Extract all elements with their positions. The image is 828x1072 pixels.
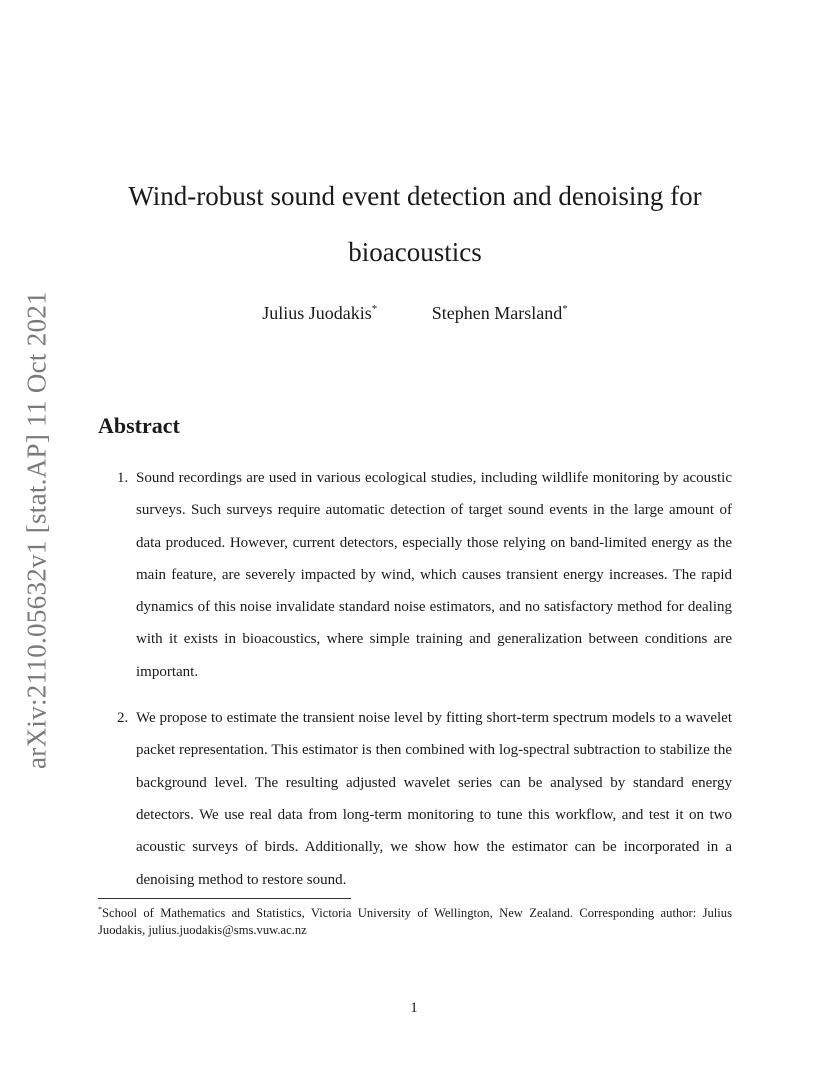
author-1-affiliation-mark: * [371,303,378,315]
author-1-name: Julius Juodakis [262,303,372,323]
footnote-mark: * [98,905,102,914]
abstract-item-2 [98,702,732,896]
arxiv-identifier-stamp: arXiv:2110.05632v1 [stat.AP] 11 Oct 2021 [21,291,52,769]
footnote-rule [98,898,351,899]
footnote [98,901,732,939]
author-list [100,303,730,324]
abstract-item-1-number: 1. [117,470,129,486]
abstract-item-2-number: 2. [117,710,129,727]
author-2-name: Stephen Marsland [431,303,563,323]
footnote-text: School of Mathematics and Statistics, Victoria University of Wellington, New Zealand. Corresponding author: Julius Juodakis, julius.juodakis@sms.vuw.ac.nz [98,906,732,938]
abstract-heading: Abstract [98,413,180,438]
page-number: 1 [410,1000,418,1016]
paper-title: Wind-robust sound event detection and denoising for bioacoustics [128,181,702,267]
abstract-item-1 [98,462,732,688]
abstract-item-1-text: Sound recordings are used in various ecological studies, including wildlife monitoring by acoustic surveys. Such surveys require automatic detection of target sound events in the large amount of data produced. However, current detectors, especially those relying on band-limited energy as the main feature, are severely impacted by wind, which causes transient energy increases. The rapid dynamics of this noise invalidate standard noise estimators, and no satisfactory method for dealing with it exists in bioacoustics, where simple training and generalization between conditions are important. [136,470,732,680]
abstract-list [98,462,732,910]
author-1 [262,303,377,323]
abstract-item-2-text: We propose to estimate the transient noise level by fitting short-term spectrum models to a wavelet packet representation. This estimator is then combined with log-spectral subtraction to stabilize the background level. The resulting adjusted wavelet series can be analysed by standard energy detectors. We use real data from long-term monitoring to tune this workflow, and test it on two acoustic surveys of birds. Additionally, we show how the estimator can be incorporated in a denoising method to restore sound. [136,710,732,888]
author-2 [432,303,568,323]
author-2-affiliation-mark: * [562,303,568,315]
